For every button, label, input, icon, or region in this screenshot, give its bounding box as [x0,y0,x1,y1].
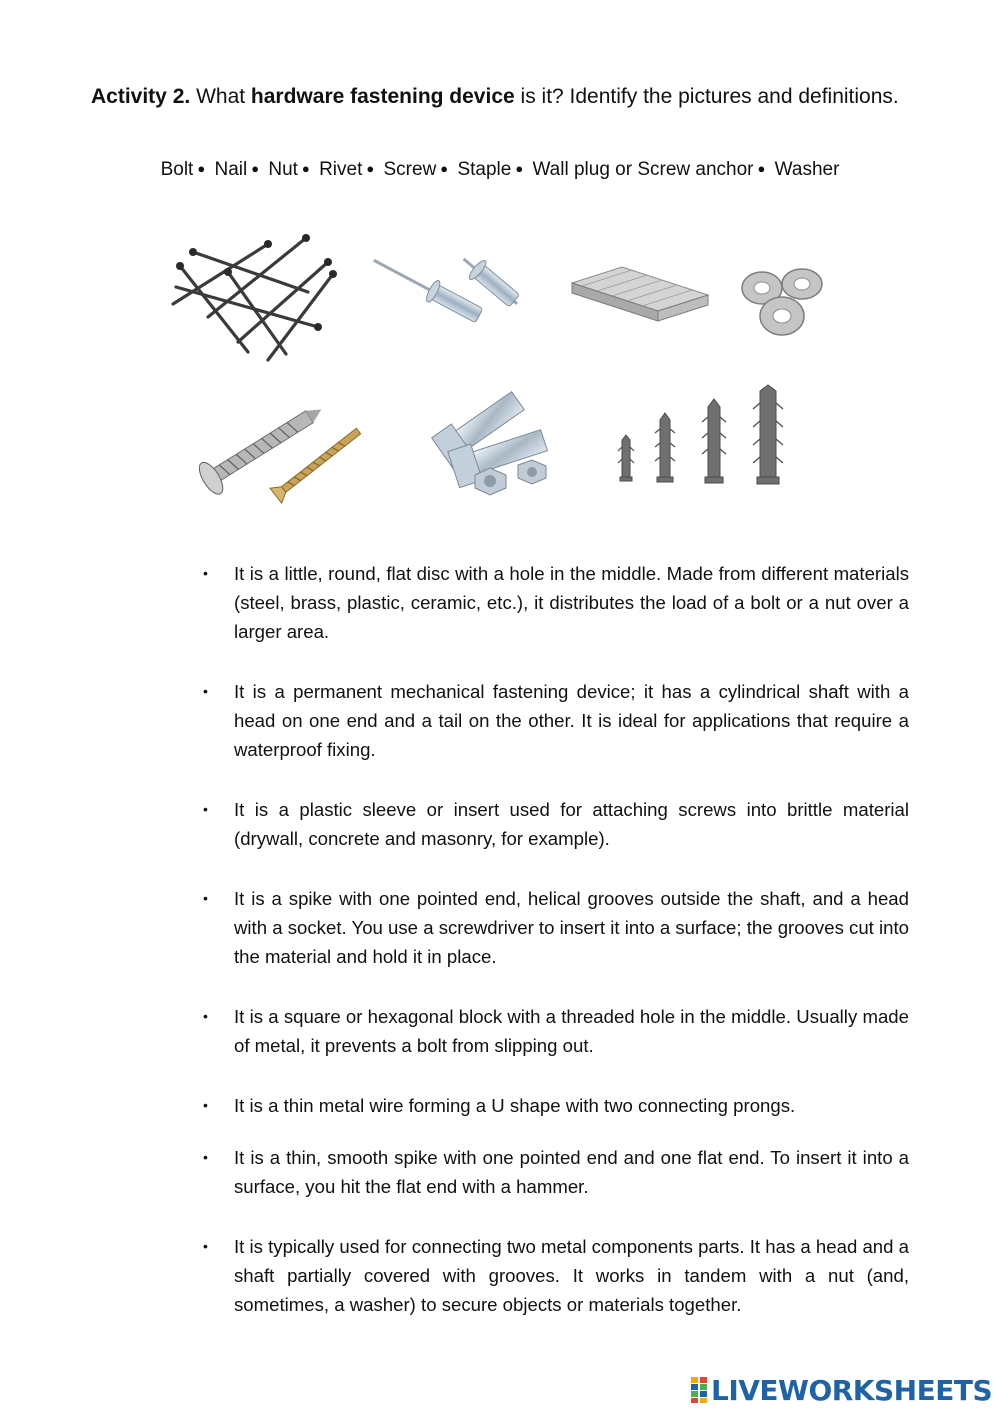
definition-item [203,1002,909,1060]
word-bank-separator: ● [301,161,310,176]
bullet: • [203,1149,208,1165]
definition-text: It is a square or hexagonal block with a threaded hole in the middle. Usually made of metal, it prevents a bolt from slipping out. [234,1006,909,1056]
word-bank [0,156,1000,183]
word-bank-item: Screw [383,159,437,180]
word-bank-item: Washer [774,159,840,180]
washers-picture [740,262,830,342]
bullet: • [203,1008,208,1024]
bullet: • [203,1097,208,1113]
definition-item [203,1091,909,1120]
word-bank-item: Bolt [160,159,194,180]
definition-text: It is a permanent mechanical fastening device; it has a cylindrical shaft with a head on one end and a tail on the other. It is ideal for applications that require a waterproof fixing. [234,681,909,760]
definition-item [203,1143,909,1201]
bullet: • [203,1238,208,1254]
word-bank-item: Nut [268,159,298,180]
definition-text: It is a plastic sleeve or insert used for attaching screws into brittle material (drywall, concrete and masonry, for example). [234,799,909,849]
screws-picture [195,405,370,500]
definition-text: It is typically used for connecting two metal components parts. It has a head and a shaft partially covered with grooves. It works in tandem with a nut (and, sometimes, a washer) to secure objects or materials together. [234,1236,909,1315]
activity-bold-phrase: hardware fastening device [250,85,515,108]
word-bank-separator: ● [515,161,524,176]
definition-item [203,884,909,971]
definition-text: It is a little, round, flat disc with a hole in the middle. Made from different materials (steel, brass, plastic, ceramic, etc.), it distributes the load of a bolt or a nut over a larger area. [234,563,909,642]
bullet: • [203,565,208,581]
bullet: • [203,683,208,699]
definition-text: It is a spike with one pointed end, helical grooves outside the shaft, and a head with a socket. You use a screwdriver to insert it into a surface; the grooves cut into the material and hold it in place. [234,888,909,967]
word-bank-item: Staple [457,159,512,180]
definition-item [203,795,909,853]
definition-item [203,1232,909,1319]
definition-item [203,677,909,764]
rivets-picture [364,248,534,338]
definition-item [203,559,909,646]
word-bank-item: Wall plug or Screw anchor [532,159,754,180]
logo-text: LIVEWORKSHEETS [711,1373,993,1407]
wall-plugs-picture [612,385,787,485]
activity-heading [91,82,909,112]
bullet: • [203,801,208,817]
definition-text: It is a thin, smooth spike with one pointed end and one flat end. To insert it into a surface, you hit the flat end with a hammer. [234,1147,909,1197]
staples-picture [562,265,710,321]
word-bank-item: Rivet [319,159,363,180]
definition-text: It is a thin metal wire forming a U shape with two connecting prongs. [234,1095,796,1116]
activity-label: Activity 2. [91,85,191,108]
word-bank-separator: ● [366,161,375,176]
activity-text-before: What [196,85,246,108]
liveworksheets-logo [691,1372,992,1408]
word-bank-separator: ● [251,161,260,176]
bullet: • [203,890,208,906]
activity-text-after: is it? Identify the pictures and definitions. [520,85,899,108]
bolts-and-nuts-picture [420,380,555,502]
word-bank-separator: ● [440,161,449,176]
logo-mark-icon [691,1377,707,1403]
word-bank-item: Nail [214,159,248,180]
word-bank-separator: ● [197,161,206,176]
nails-picture [168,232,343,364]
word-bank-separator: ● [757,161,766,176]
